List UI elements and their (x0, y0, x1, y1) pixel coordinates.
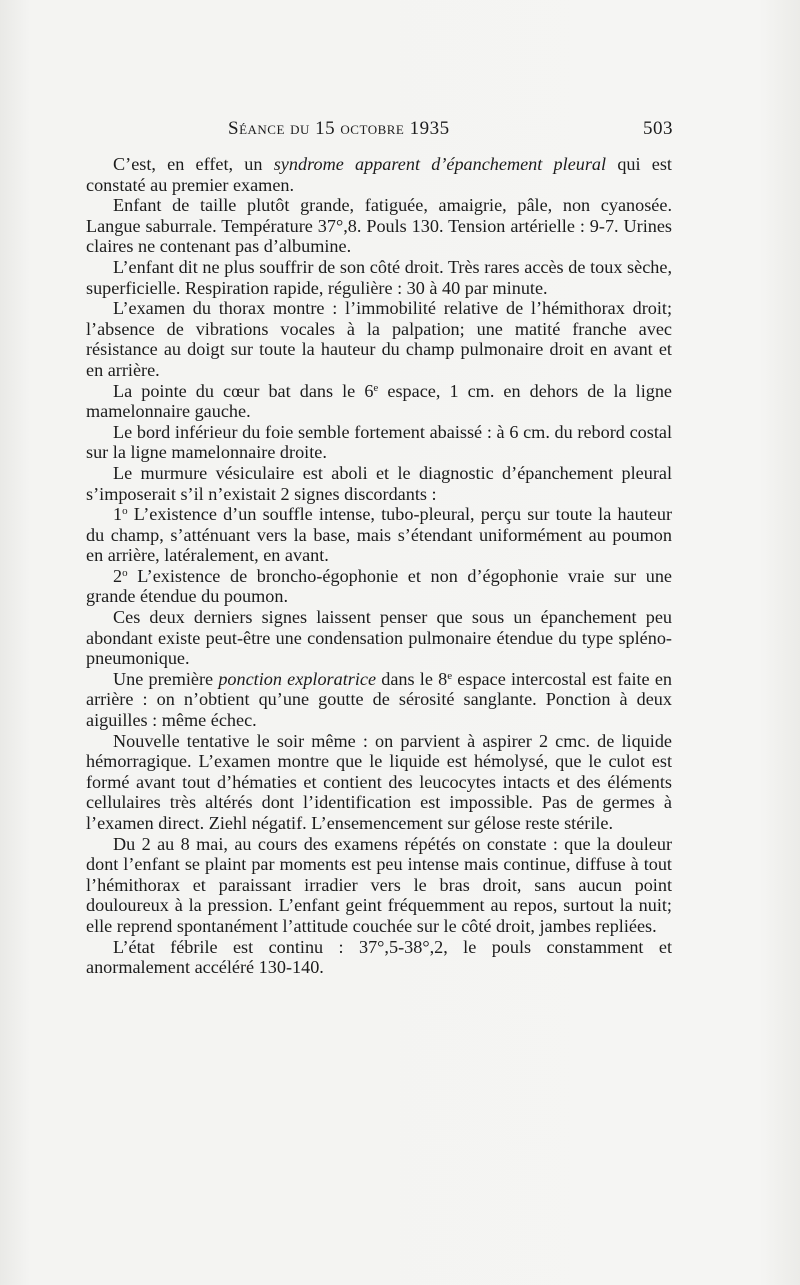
paragraph-text: La pointe du cœur bat dans le 6 (113, 380, 374, 401)
paragraph-14: L’état fébrile est continu : 37°,5-38°,2, le pouls constamment et anormalement accéléré 130-140. (86, 936, 672, 978)
running-header (228, 118, 673, 144)
paragraph-11 (86, 669, 672, 731)
italic-phrase: syndrome apparent d’épanchement pleural (273, 154, 607, 174)
paragraph-text: espace, 1 cm. en dehors de la ligne mamelonnaire gauche. (86, 380, 673, 422)
superscript: o (122, 566, 128, 579)
paragraph-text: Une première (113, 668, 219, 689)
paragraph-text: espace intercostal est faite en arrière : on n’obtient qu’une goutte de sérosité sanglante. Ponction à deux aiguilles : même échec. (86, 668, 672, 731)
paragraph-8 (86, 504, 672, 566)
paragraph-10: Ces deux derniers signes laissent penser que sous un épanchement peu abondant existe peut-être une condensation pulmonaire étendue du type spléno-pneumonique. (86, 607, 672, 669)
paragraph-1 (86, 154, 672, 195)
body-text (86, 154, 672, 978)
paragraph-text: L’existence de broncho-égophonie et non d’égophonie vraie sur une grande étendue du poumon. (86, 565, 672, 607)
paragraph-text: C’est, en effet, un (113, 154, 274, 174)
paragraph-7: Le murmure vésiculaire est aboli et le diagnostic d’épanchement pleural s’imposerait s’il n’existait 2 signes discordants : (86, 462, 672, 504)
paragraph-text: L’existence d’un souffle intense, tubo-pleural, perçu sur toute la hauteur du champ, s’atténuant vers la base, mais s’étendant uniformément au poumon en arrière, latéralement, en avant. (86, 504, 672, 566)
superscript: e (447, 669, 453, 682)
paragraph-9 (86, 566, 672, 607)
paragraph-text: dans le 8 (376, 668, 448, 689)
paragraph-4: L’examen du thorax montre : l’immobilité relative de l’hémithorax droit; l’absence de vibrations vocales à la palpation; une matité franche avec résistance au doigt sur toute la hauteur du champ pulmonaire droit en avant et en arrière. (86, 298, 672, 380)
paragraph-6: Le bord inférieur du foie semble fortement abaissé : à 6 cm. du rebord costal sur la ligne mamelonnaire droite. (86, 421, 672, 463)
page-number: 503 (643, 118, 673, 139)
running-title: Séance du 15 octobre 1935 (228, 118, 450, 139)
superscript: e (373, 381, 379, 394)
paragraph-3: L’enfant dit ne plus souffrir de son côté droit. Très rares accès de toux sèche, superficielle. Respiration rapide, régulière : 30 à 40 par minute. (86, 256, 672, 298)
superscript: o (122, 505, 128, 518)
paragraph-12: Nouvelle tentative le soir même : on parvient à aspirer 2 cmc. de liquide hémorragique. L’examen montre que le liquide est hémolysé, que le culot est formé avant tout d’hématies et contient des leucocytes intacts et des éléments cellulaires très altérés dont l’identification est impossible. Pas de germes à l’examen direct. Ziehl négatif. L’ensemencement sur gélose reste stérile. (86, 730, 672, 833)
paragraph-13: Du 2 au 8 mai, au cours des examens répétés on constate : que la douleur dont l’enfant se plaint par moments est peu intense mais continue, diffuse à tout l’hémithorax et paraissant irradier vers le bras droit, sans aucun point douloureux à la pression. L’enfant geint fréquemment au repos, surtout la nuit; elle reprend spontanément l’attitude couchée sur le côté droit, jambes repliées. (86, 833, 672, 936)
paragraph-5 (86, 381, 672, 422)
italic-phrase: ponction exploratrice (218, 668, 377, 689)
paragraph-text: qui est constaté au premier examen. (86, 154, 672, 195)
paragraph-text: 2 (113, 565, 123, 586)
paragraph-2: Enfant de taille plutôt grande, fatiguée, amaigrie, pâle, non cyanosée. Langue saburrale. Température 37°,8. Pouls 130. Tension artérielle : 9-7. Urines claires ne contenant pas d’albumine. (86, 195, 672, 257)
paragraph-text: 1 (113, 504, 123, 525)
